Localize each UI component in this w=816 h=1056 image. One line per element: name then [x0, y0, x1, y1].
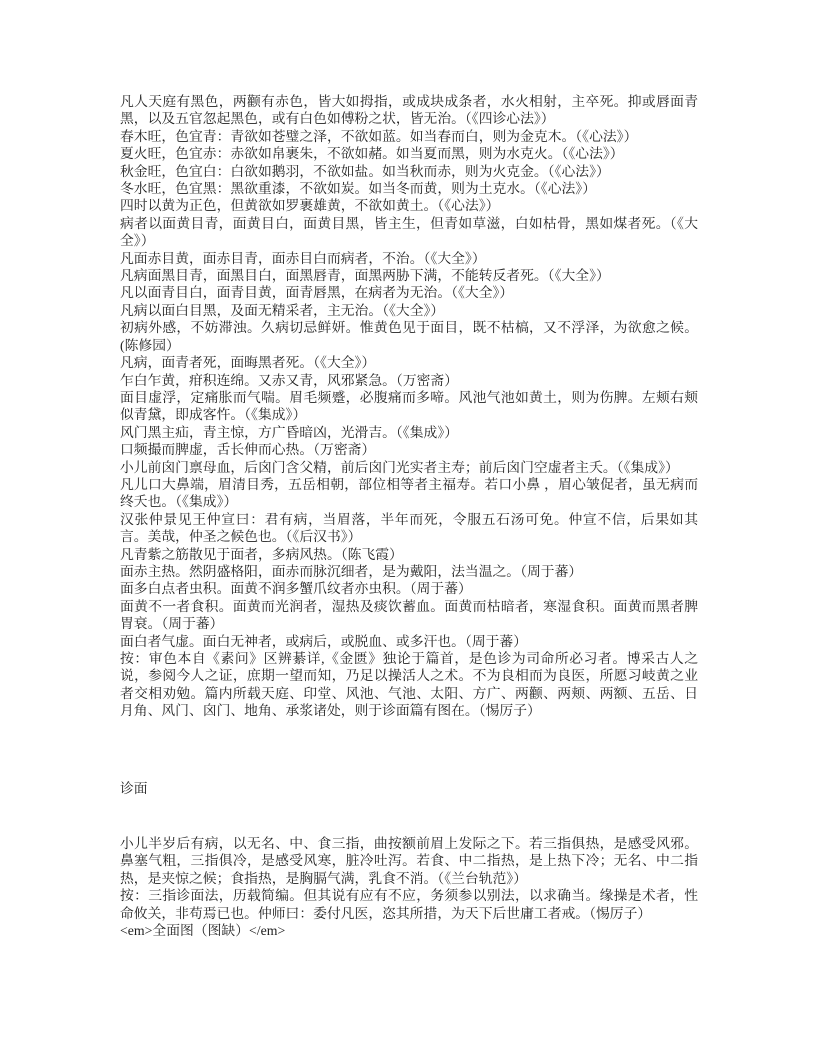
- paragraph: 凡青紫之筋散见于面者，多病风热。（陈飞霞）: [120, 546, 403, 562]
- paragraph: 凡病，面青者死，面晦黑者死。（《大全》）: [120, 355, 376, 371]
- paragraph: 凡儿口大鼻端，眉清目秀，五岳相朝，部位相等者主福寿。若口小鼻 ，眉心皱促者，虽无病而终夭也。（《集成》）: [120, 476, 698, 510]
- editor-note-paragraph: 按：审色本自《素问》区辨綦详,《金匮》独论于篇首，是色诊为司命所必习者。博采古人之说，参阅今人之证，庶期一望而知，乃足以操活人之术。不为良相而为良医，所愿习岐黄之业者交相劝勉。篇内所载天庭、印堂、风池、气池、太阳、方广、两颧、两颊、两额、五岳、日月角、风门、囟门、地角、承浆诸处，则于诊面篇有图在。（惕厉子）: [120, 651, 698, 719]
- editor-note-paragraph: 按：三指诊面法，历载简编。但其说有应有不应，务须参以别法，以求确当。缘操是术者，性命攸关，非苟焉已也。仲师曰：委付凡医，恣其所措，为天下后世庸工者戒。（惕厉子）: [120, 888, 698, 921]
- paragraph: 病者以面黄目青，面黄目白，面黄目黑，皆主生，但青如草滋，白如枯骨，黑如煤者死。（《大全》）: [120, 215, 698, 249]
- document-content: [120, 93, 698, 939]
- paragraph: 面多白点者虫积。面黄不润多蟹爪纹者亦虫积。（周于蕃）: [120, 581, 472, 597]
- paragraph: 秋金旺，色宜白：白欲如鹅羽，不欲如盐。如当秋而赤，则为火克金。（《心法》）: [120, 163, 610, 179]
- figure-placeholder-line: <em>全面图（图缺）</em>: [120, 923, 286, 939]
- paragraph: 小儿半岁后有病，以无名、中、食三指，曲按额前眉上发际之下。若三指俱热，是感受风邪。鼻塞气粗，三指俱冷，是感受风寒，脏冷吐泻。若食、中二指热，是上热下冷；无名、中二指热，是夹惊之候；食指热，是胸膈气满，乳食不消。（《兰台轨范》）: [120, 836, 698, 886]
- paragraph: 初病外感，不妨滞浊。久病切忌鲜妍。惟黄色见于面目，既不枯槁，又不浮泽，为欲愈之候。(陈修园）: [120, 320, 698, 353]
- paragraph: 冬水旺，色宜黑：黑欲重漆，不欲如炭。如当冬而黄，则为土克水。（《心法》）: [120, 181, 596, 197]
- paragraph: 凡病面黑目青，面黑目白，面黑唇青，面黑两胁下满，不能转反者死。（《大全》）: [120, 268, 610, 284]
- paragraph: 面赤主热。然阴盛格阳，面赤而脉沉细者，是为戴阳，法当温之。（周于蕃）: [120, 563, 583, 579]
- paragraph: 汉张仲景见王仲宣曰：君有病，当眉落，半年而死，令服五石汤可免。仲宣不信，后果如其言。美哉，仲圣之候色也。（《后汉书》）: [120, 511, 698, 545]
- paragraph: 凡人天庭有黑色，两颧有赤色，皆大如拇指，或成块成条者，水火相射，主卒死。抑或唇面青黑，以及五官忽起黑色，或有白色如傅粉之状，皆无治。（《四诊心法》）: [120, 94, 698, 127]
- paragraph: 面目虚浮，定痛胀而气喘。眉毛频蹙，必腹痛而多啼。风池气池如黄土，则为伤脾。左颊右颊似青黛，即成客忤。（《集成》）: [120, 389, 698, 423]
- section-heading: 诊面: [120, 780, 148, 796]
- paragraph: 夏火旺，色宜赤：赤欲如帛裹朱，不欲如赭。如当夏而黑，则为水克火。（《心法》）: [120, 146, 624, 162]
- paragraph: 面白者气虚。面白无神者，或病后，或脱血、或多汗也。（周于蕃）: [120, 633, 528, 649]
- paragraph: 乍白乍黄，疳积连绵。又赤又青，风邪紧急。（万密斋）: [120, 372, 459, 388]
- paragraph: 口频撮而脾虚，舌长伸而心热。（万密斋）: [120, 442, 376, 458]
- paragraph: 小儿前囟门禀母血，后囟门含父精，前后囟门光实者主寿；前后囟门空虚者主夭。（《集成》）: [120, 459, 679, 475]
- paragraph: 凡面赤目黄，面赤目青，面赤目白而病者，不治。（《大全》）: [120, 250, 486, 266]
- paragraph: 面黄不一者食积。面黄而光润者，湿热及痰饮蓄血。面黄而枯暗者，寒湿食积。面黄而黑者脾胃衰。（周于蕃）: [120, 598, 698, 632]
- paragraph: 四时以黄为正色，但黄欲如罗裹雄黄，不欲如黄土。（《心法》）: [120, 198, 500, 214]
- paragraph: 凡以面青目白，面青目黄，面青唇黑，在病者为无治。（《大全》）: [120, 285, 514, 301]
- paragraph: 风门黑主疝，青主惊，方广昏暗凶，光滑吉。（《集成》）: [120, 424, 459, 440]
- paragraph: 凡病以面白目黑，及面无精采者，主无治。（《大全》）: [120, 302, 445, 318]
- paragraph: 春木旺，色宜青：青欲如苍璧之泽，不欲如蓝。如当春而白，则为金克木。（《心法》）: [120, 128, 638, 144]
